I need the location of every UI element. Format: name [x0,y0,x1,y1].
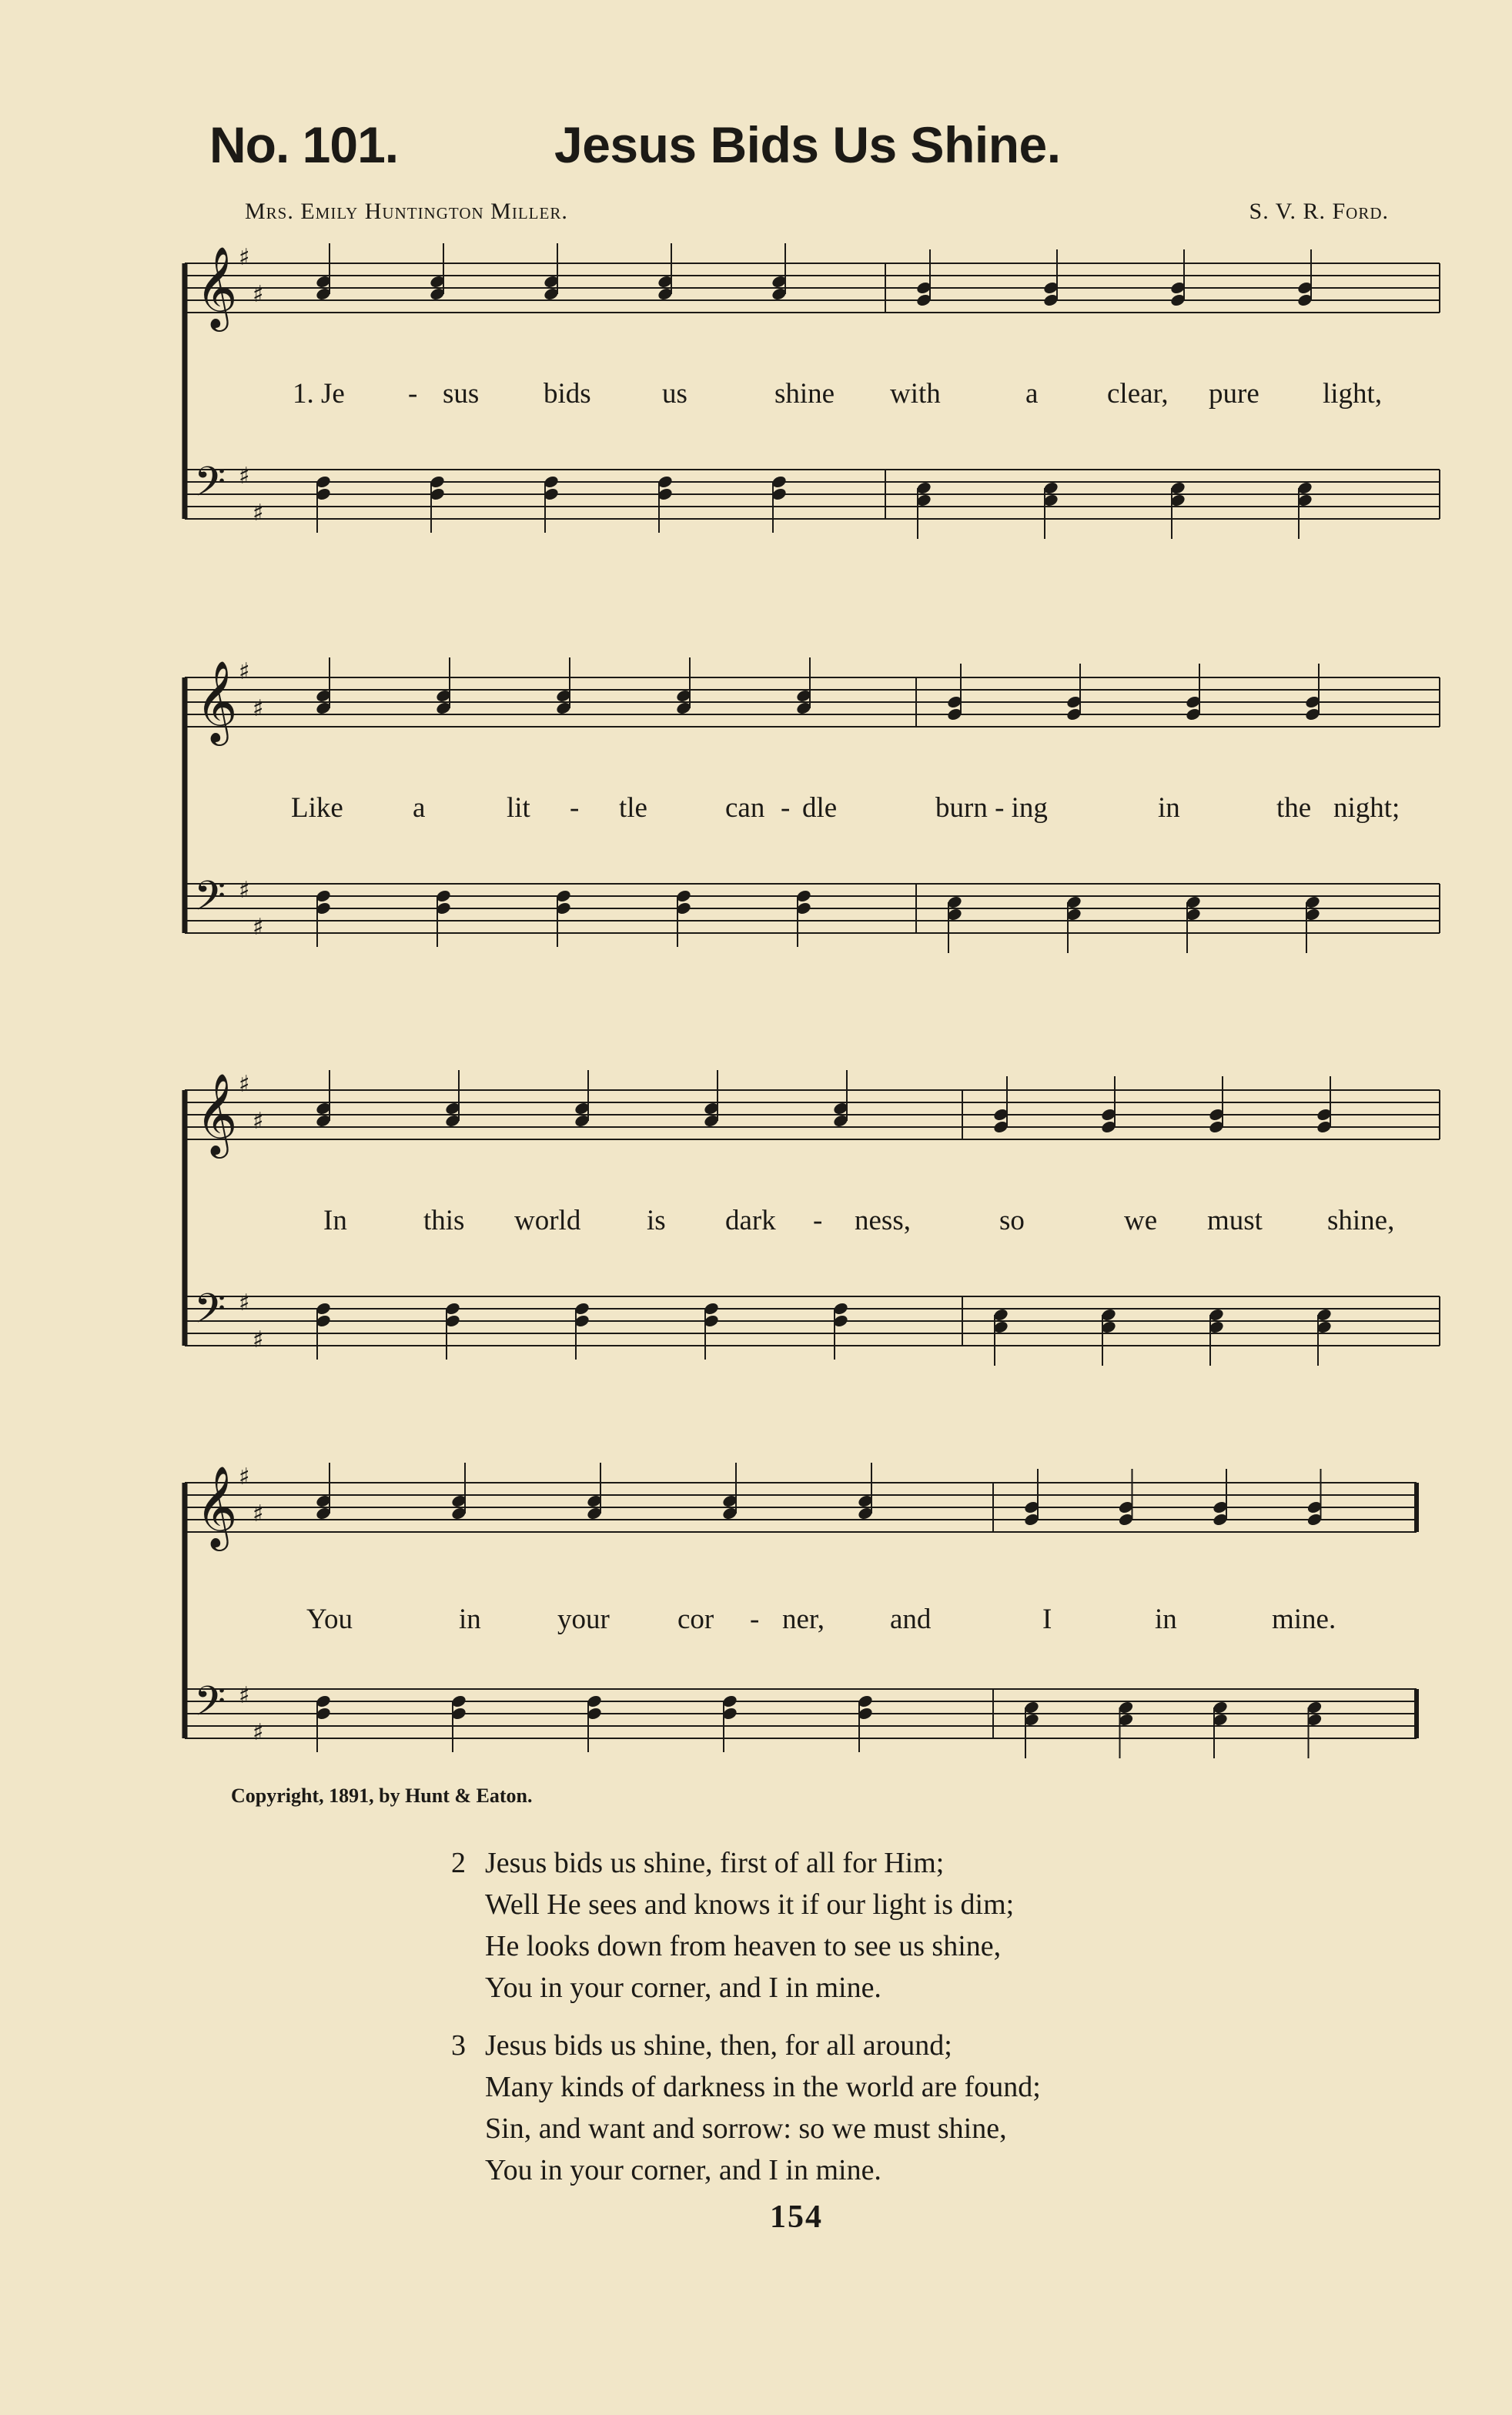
lyric-syllable: and [890,1604,932,1635]
lyric-syllable: sus [443,378,480,410]
copyright-notice: Copyright, 1891, by Hunt & Eaton. [231,1784,533,1807]
sharp-icon: ♯ [239,877,250,904]
treble-clef-icon: 𝄞 [196,1465,238,1547]
music-system-3 [177,1071,1440,1381]
lyric-syllable: in [1155,1604,1177,1635]
sharp-icon: ♯ [239,1463,250,1490]
sharp-icon: ♯ [253,1500,264,1527]
lyric-syllable: us [662,378,687,410]
verse-3 [451,2025,1041,2191]
sharp-icon: ♯ [253,914,264,941]
music-system-4 [177,1463,1440,1774]
lyric-syllable: night; [1333,792,1400,824]
lyric-syllable: in [459,1604,481,1635]
verse-line: Sin, and want and sorrow: so we must shine, [485,2112,1007,2145]
lyric-syllable: ness, [855,1205,911,1236]
lyric-syllable: a [1025,378,1039,410]
lyric-syllable: In [323,1205,347,1236]
verse-line: You in your corner, and I in mine. [485,2154,881,2186]
bass-clef-icon: 𝄢 [194,459,226,516]
lyric-syllable: must [1207,1205,1263,1236]
lyric-syllable: lit [507,792,530,824]
sharp-icon: ♯ [253,1326,264,1353]
hymn-number: No. 101. [209,116,399,173]
lyric-syllable: bids [544,378,591,410]
lyric-hyphen: - [570,792,580,824]
sharp-icon: ♯ [239,1289,250,1316]
verse-line: Jesus bids us shine, then, for all around; [485,2029,952,2062]
verse-number: 3 [451,2029,466,2062]
lyric-syllable: dark [725,1205,776,1236]
hymn-title: Jesus Bids Us Shine. [554,116,1061,173]
treble-clef-icon: 𝄞 [196,246,238,328]
bass-clef-icon: 𝄢 [194,873,226,930]
lyricist-credit: Mrs. Emily Huntington Miller. [245,199,568,224]
sharp-icon: ♯ [239,658,250,685]
lyric-syllable: pure [1209,378,1259,410]
bass-clef-icon: 𝄢 [194,1678,226,1735]
lyric-syllable: You [306,1604,353,1635]
sharp-icon: ♯ [253,695,264,722]
lyric-syllable: world [514,1205,581,1236]
music-system-1 [177,244,1440,554]
lyric-hyphen: - [813,1205,823,1236]
composer-credit: S. V. R. Ford. [1249,199,1389,224]
page-number: 154 [770,2199,823,2235]
verse-line: You in your corner, and I in mine. [485,1972,881,2004]
lyric-hyphen: - [750,1604,760,1635]
sharp-icon: ♯ [253,281,264,308]
sharp-icon: ♯ [253,1719,264,1746]
lyric-syllable: mine. [1272,1604,1336,1635]
lyric-syllable: in [1158,792,1180,824]
lyric-syllable: we [1124,1205,1158,1236]
lyric-syllable: is [647,1205,666,1236]
sharp-icon: ♯ [239,463,250,490]
lyric-syllable: the [1276,792,1312,824]
lyric-syllable: 1. Je [293,378,345,410]
lyric-syllable: dle [802,792,838,824]
lyric-syllable: burn - ing [935,792,1048,824]
sharp-icon: ♯ [239,1682,250,1709]
lyric-syllable: I [1042,1604,1052,1635]
lyric-syllable: shine [774,378,835,410]
lyric-syllable: clear, [1107,378,1169,410]
bass-clef-icon: 𝄢 [194,1286,226,1343]
lyric-syllable: Like [291,792,343,824]
verse-line: Many kinds of darkness in the world are found; [485,2071,1041,2103]
lyric-hyphen: - [408,378,418,410]
verse-line: Jesus bids us shine, first of all for Him; [485,1847,945,1879]
lyric-syllable: cor [677,1604,714,1635]
sharp-icon: ♯ [239,1071,250,1098]
lyric-syllable: ner, [782,1604,825,1635]
lyric-syllable: this [423,1205,465,1236]
lyric-syllable: so [999,1205,1025,1236]
lyric-hyphen: - [781,792,791,824]
treble-clef-icon: 𝄞 [196,660,238,742]
verse-2 [451,1842,1014,2009]
treble-clef-icon: 𝄞 [196,1072,238,1155]
lyric-syllable: tle [619,792,647,824]
music-system-2 [177,658,1440,968]
lyric-syllable: your [557,1604,610,1635]
sharp-icon: ♯ [239,244,250,271]
lyric-syllable: shine, [1327,1205,1395,1236]
verse-number: 2 [451,1847,466,1879]
sharp-icon: ♯ [253,1108,264,1135]
sharp-icon: ♯ [253,500,264,527]
lyric-syllable: light, [1323,378,1383,410]
lyric-syllable: a [413,792,426,824]
lyric-syllable: with [890,378,941,410]
verse-line: Well He sees and knows it if our light is dim; [485,1888,1015,1921]
lyric-syllable: can [725,792,765,824]
verse-line: He looks down from heaven to see us shine, [485,1930,1002,1962]
